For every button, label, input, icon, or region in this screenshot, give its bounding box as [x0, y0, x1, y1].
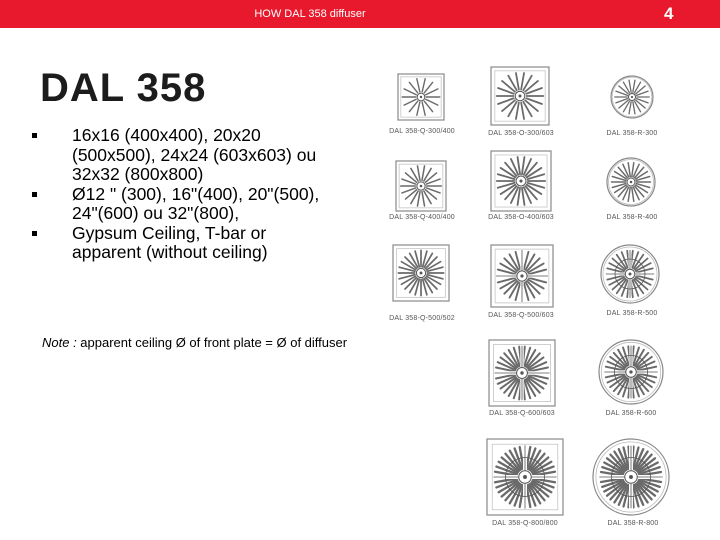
caption-q-500-603: DAL 358-Q-500/603 — [488, 312, 554, 319]
diffuser-r-800-image — [592, 438, 670, 516]
spec-sizes-square: 16x16 (400x400), 20x20 (500x500), 24x24 (603x603) ou 32x32 (800x800) — [30, 126, 340, 185]
spec-sizes-round: Ø12 " (300), 16"(400), 20"(500), 24"(600) ou 32"(800), — [30, 185, 340, 224]
caption-r-400: DAL 358-R-400 — [606, 214, 658, 221]
diffuser-q-400-400-image — [395, 160, 447, 212]
caption-r-500: DAL 358-R-500 — [606, 310, 658, 317]
note — [42, 334, 352, 352]
diffuser-r-500-image — [600, 244, 660, 304]
caption-r-800: DAL 358-R-800 — [607, 520, 659, 527]
diffuser-q-500-603-image — [490, 244, 554, 308]
spec-ceiling-types: Gypsum Ceiling, T-bar or apparent (without ceiling) — [30, 224, 340, 263]
caption-o-400-603: DAL 358-O-400/603 — [488, 214, 554, 221]
caption-r-300: DAL 358-R-300 — [606, 130, 658, 137]
diffuser-o-300-603-image — [490, 66, 550, 126]
caption-q-800-800: DAL 358-Q-800/800 — [492, 520, 558, 527]
spec-list — [30, 126, 340, 263]
diffuser-q-500-502-image — [392, 244, 450, 302]
caption-q-300-400: DAL 358-Q-300/400 — [389, 128, 455, 135]
diffuser-o-400-603-image — [490, 150, 552, 212]
caption-q-500-502: DAL 358-Q-500/502 — [389, 315, 455, 322]
diffuser-r-300-image — [610, 75, 654, 119]
diffuser-r-400-image — [606, 157, 656, 207]
page-title: DAL 358 — [40, 66, 207, 110]
note-text: apparent ceiling Ø of front plate = Ø of diffuser — [76, 335, 348, 350]
caption-q-400-400: DAL 358-Q-400/400 — [389, 214, 455, 221]
diffuser-q-800-800-image — [486, 438, 564, 516]
caption-r-600: DAL 358-R-600 — [605, 410, 657, 417]
header-title: HOW DAL 358 diffuser — [254, 8, 366, 20]
caption-o-300-603: DAL 358-O-300/603 — [488, 130, 554, 137]
page-number: 4 — [664, 4, 674, 23]
diffuser-r-600-image — [598, 339, 664, 405]
diffuser-q-600-603-image — [488, 339, 556, 407]
caption-q-600-603: DAL 358-Q-600/603 — [489, 410, 555, 417]
note-label: Note : — [42, 335, 77, 350]
diffuser-q-300-400-image — [397, 73, 445, 121]
